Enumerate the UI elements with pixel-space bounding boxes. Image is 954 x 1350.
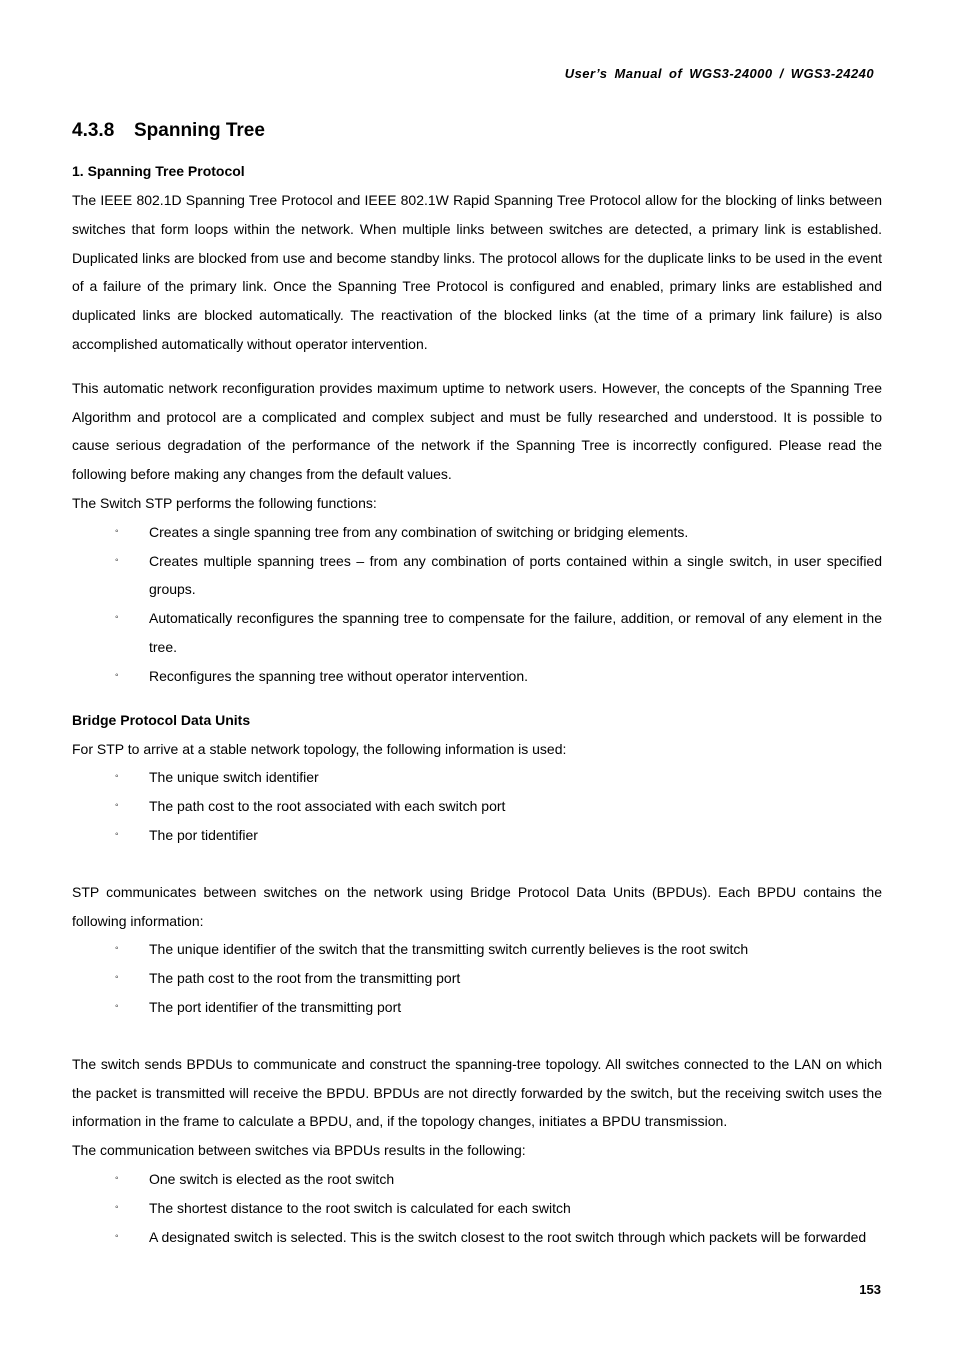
list-item xyxy=(72,662,882,691)
list-item-text: The path cost to the root from the transmitting port xyxy=(149,970,461,987)
list-item xyxy=(72,821,882,850)
list-item xyxy=(72,935,882,964)
bullet-icon: ◦ xyxy=(115,525,119,537)
list-item-text: The path cost to the root associated with each switch port xyxy=(149,798,506,815)
paragraph-stp-functions: The Switch STP performs the following functions: xyxy=(72,494,377,511)
list-item xyxy=(72,1223,882,1252)
list-item xyxy=(72,604,882,662)
paragraph-topology-info: For STP to arrive at a stable network topology, the following information is used: xyxy=(72,740,567,757)
paragraph-bpdu-results: The communication between switches via BPDUs results in the following: xyxy=(72,1142,526,1159)
bullet-icon: ◦ xyxy=(115,1000,119,1012)
paragraph-bpdu-contents: STP communicates between switches on the network using Bridge Protocol Data Units (BPDUs). Each BPDU contains the following information: xyxy=(72,883,882,929)
bullet-icon: ◦ xyxy=(115,1230,119,1242)
section-number: 4.3.8 xyxy=(72,120,115,141)
list-item-text: The unique switch identifier xyxy=(149,769,319,786)
list-item-text: The port identifier of the transmitting port xyxy=(149,998,402,1015)
bullet-icon: ◦ xyxy=(115,828,119,840)
list-item xyxy=(72,547,882,605)
list-item xyxy=(72,518,882,547)
list-item-text: A designated switch is selected. This is the switch closest to the root switch through which packets will be forwarded xyxy=(149,1228,867,1245)
bullet-icon: ◦ xyxy=(115,1201,119,1213)
paragraph-stp-intro: The IEEE 802.1D Spanning Tree Protocol and IEEE 802.1W Rapid Spanning Tree Protocol allow for the blocking of links between switches that form loops within the network. When multiple links between switches are detected, a primary link is established. Duplicated links are blocked from use and become standby links. The protocol allows for the duplicate links to be used in the event of a failure of the primary link. Once the Spanning Tree Protocol is configured and enabled, primary links are established and duplicated links are blocked automatically. The reactivation of the blocked links (at the time of a primary link failure) is also accomplished automatically without operator intervention. xyxy=(72,192,882,352)
list-item-text: The unique identifier of the switch that the transmitting switch currently believes is the root switch xyxy=(149,941,749,958)
bullet-icon: ◦ xyxy=(115,972,119,984)
list-item xyxy=(72,1165,882,1194)
list-item-text: Creates multiple spanning trees – from any combination of ports contained within a single switch, in user specified groups. xyxy=(149,552,882,598)
manual-header: User’s Manual of WGS3-24000 / WGS3-24240 xyxy=(564,66,874,81)
section-heading xyxy=(72,117,882,145)
list-item xyxy=(72,763,882,792)
bullet-icon: ◦ xyxy=(115,612,119,624)
list-item-text: One switch is elected as the root switch xyxy=(149,1170,395,1187)
list-topology-info xyxy=(72,763,882,849)
list-item-text: The por tidentifier xyxy=(149,826,258,843)
list-stp-functions xyxy=(72,518,882,691)
list-item-text: Automatically reconfigures the spanning tree to compensate for the failure, addition, or removal of any element in the tree. xyxy=(149,610,882,655)
list-item xyxy=(72,1194,882,1223)
list-item-text: Reconfigures the spanning tree without operator intervention. xyxy=(149,667,529,684)
subsection-title-stp: 1. Spanning Tree Protocol xyxy=(72,163,245,179)
bullet-icon: ◦ xyxy=(115,669,119,681)
section-title: Spanning Tree xyxy=(134,120,265,141)
paragraph-bpdu-send: The switch sends BPDUs to communicate and construct the spanning-tree topology. All switches connected to the LAN on which the packet is transmitted will receive the BPDU. BPDUs are not directly forwarded by the switch, but the receiving switch uses the information in the frame to calculate a BPDU, and, if the topology changes, initiates a BPDU transmission. xyxy=(72,1055,882,1130)
list-item-text: The shortest distance to the root switch is calculated for each switch xyxy=(149,1199,571,1216)
list-item xyxy=(72,964,882,993)
paragraph-reconfiguration: This automatic network reconfiguration provides maximum uptime to network users. However, the concepts of the Spanning Tree Algorithm and protocol are a complicated and complex subject and must be fully researched and understood. It is possible to cause serious degradation of the performance of the network if the Spanning Tree is incorrectly configured. Please read the following before making any changes from the default values. xyxy=(72,379,882,483)
bullet-icon: ◦ xyxy=(115,943,119,955)
bullet-icon: ◦ xyxy=(115,800,119,812)
page-number: 153 xyxy=(859,1282,881,1297)
subsection-title-bpdu: Bridge Protocol Data Units xyxy=(72,711,251,728)
list-item xyxy=(72,792,882,821)
list-item xyxy=(72,993,882,1022)
bullet-icon: ◦ xyxy=(115,771,119,783)
page-content xyxy=(72,117,882,1251)
list-item-text: Creates a single spanning tree from any combination of switching or bridging elements. xyxy=(149,523,689,540)
list-bpdu-results xyxy=(72,1165,882,1251)
bullet-icon: ◦ xyxy=(115,1172,119,1184)
list-bpdu-contents xyxy=(72,935,882,1021)
bullet-icon: ◦ xyxy=(115,554,119,566)
